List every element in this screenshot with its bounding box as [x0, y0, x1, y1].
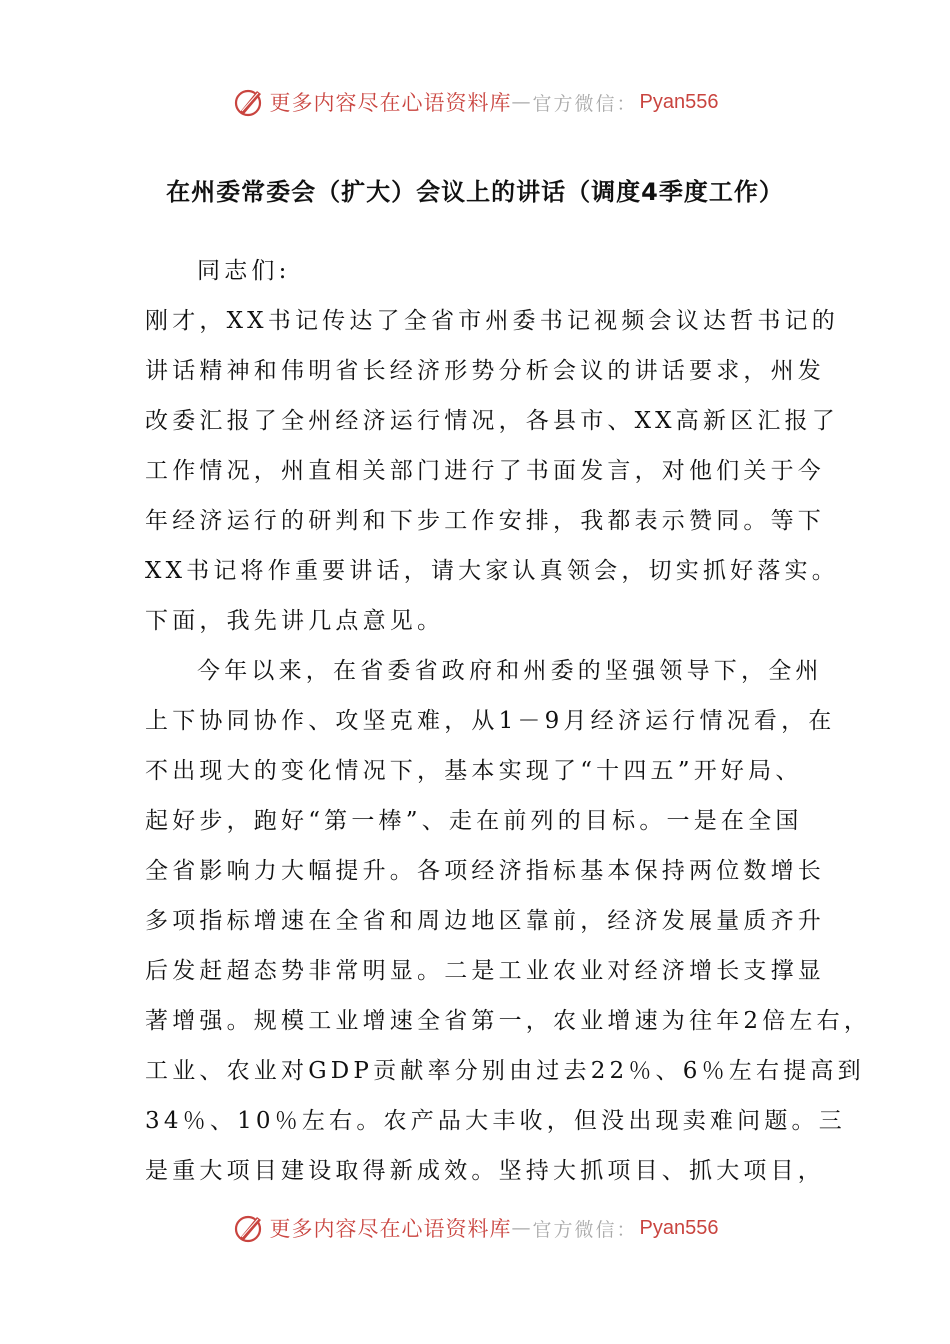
- watermark-brand: 更多内容尽在心语资料库: [269, 91, 512, 115]
- body-line: 上下协同协作、攻坚克难，从1－9月经济运行情况看，在: [145, 708, 836, 734]
- body-line: 工业、农业对GDP贡献率分别由过去22％、6％左右提高到: [145, 1058, 865, 1084]
- body-line: 34％、10％左右。农产品大丰收，但没出现卖难问题。三: [145, 1108, 846, 1134]
- watermark-label: 官方微信：: [532, 92, 638, 115]
- header-watermark: [0, 82, 950, 122]
- body-line: 不出现大的变化情况下，基本实现了“十四五”开好局、: [145, 758, 803, 784]
- body-line: XX书记将作重要讲话，请大家认真领会，切实抓好落实。: [145, 558, 839, 584]
- salutation-line: 同志们:: [197, 258, 291, 284]
- quill-pen-circle-icon: [232, 1211, 266, 1245]
- quill-pen-circle-icon: [232, 85, 266, 119]
- document-title: 在州委常委会（扩大）会议上的讲话（调度4季度工作）: [166, 178, 784, 206]
- body-line: 下面，我先讲几点意见。: [145, 608, 445, 634]
- body-line: 工作情况，州直相关部门进行了书面发言，对他们关于今: [145, 458, 825, 484]
- body-line: 多项指标增速在全省和周边地区靠前，经济发展量质齐升: [145, 908, 825, 934]
- document-body: [145, 246, 872, 1196]
- watermark-separator: —: [511, 91, 533, 113]
- watermark-wechat-id: Pyan556: [639, 90, 719, 113]
- watermark-wechat-id: Pyan556: [639, 1216, 719, 1239]
- body-line: 著增强。规模工业增速全省第一，农业增速为往年2倍左右，: [145, 1008, 872, 1034]
- watermark-brand: 更多内容尽在心语资料库: [269, 1217, 512, 1241]
- watermark-label: 官方微信：: [532, 1218, 638, 1241]
- body-line: 讲话精神和伟明省长经济形势分析会议的讲话要求，州发: [145, 358, 825, 384]
- watermark-separator: —: [511, 1217, 533, 1239]
- paragraph-start-line: 今年以来，在省委省政府和州委的坚强领导下，全州: [197, 658, 823, 684]
- body-line: 后发赶超态势非常明显。二是工业农业对经济增长支撑显: [145, 958, 825, 984]
- body-line: 改委汇报了全州经济运行情况，各县市、XX高新区汇报了: [145, 408, 839, 434]
- body-line: 刚才，XX书记传达了全省市州委书记视频会议达哲书记的: [145, 308, 839, 334]
- body-line: 起好步，跑好“第一棒”、走在前列的目标。一是在全国: [145, 808, 803, 834]
- footer-watermark: [0, 1208, 950, 1248]
- body-line: 年经济运行的研判和下步工作安排，我都表示赞同。等下: [145, 508, 825, 534]
- body-line: 是重大项目建设取得新成效。坚持大抓项目、抓大项目，: [145, 1158, 825, 1184]
- body-line: 全省影响力大幅提升。各项经济指标基本保持两位数增长: [145, 858, 825, 884]
